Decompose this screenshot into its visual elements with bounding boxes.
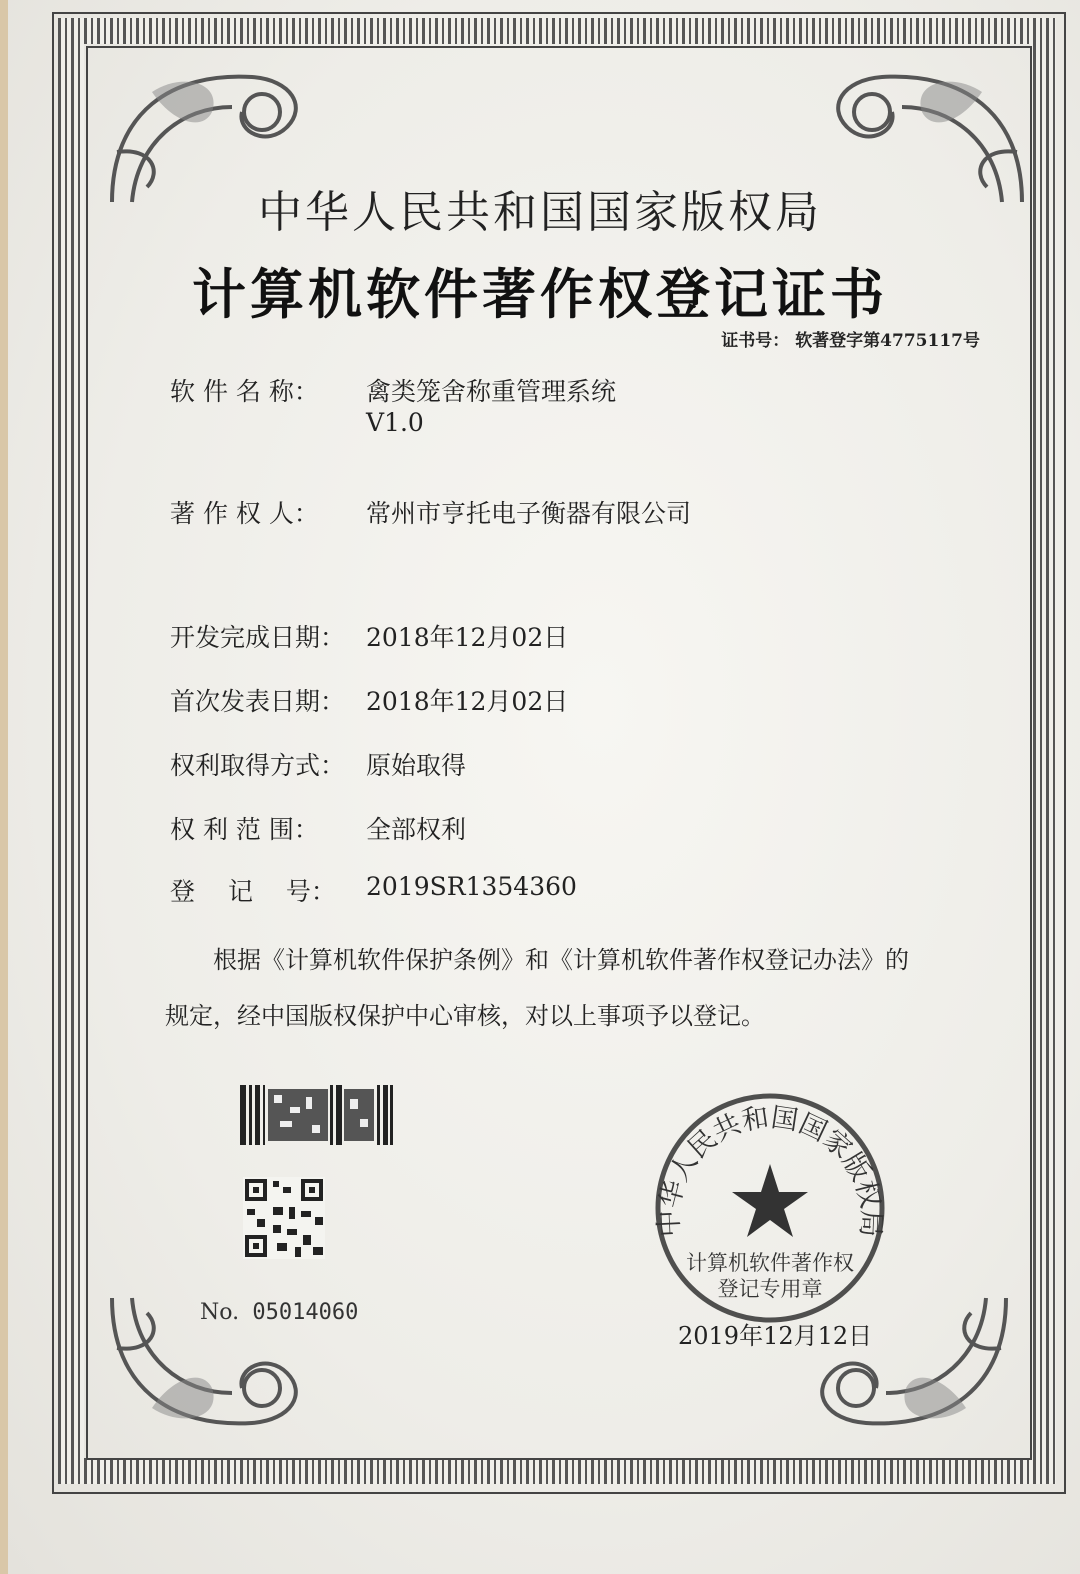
seal-star-icon bbox=[732, 1164, 808, 1237]
seal-date: 2019年12月12日 bbox=[678, 1322, 873, 1350]
field-label: 首次发表日期： bbox=[170, 687, 346, 716]
field-publication-date bbox=[170, 682, 568, 718]
field-value-version: V1.0 bbox=[366, 408, 424, 437]
seal-center-line-2: 登记专用章 bbox=[717, 1277, 823, 1301]
field-value: 2018年12月02日 bbox=[366, 623, 569, 652]
field-value: 常州市亨托电子衡器有限公司 bbox=[366, 499, 692, 528]
field-label: 开发完成日期： bbox=[170, 623, 346, 652]
field-copyright-owner bbox=[170, 494, 691, 530]
field-label: 登 记 号： bbox=[170, 877, 336, 906]
field-label: 权 利 范 围： bbox=[170, 815, 319, 844]
certificate-number-value: 软著登字第4775117号 bbox=[795, 331, 980, 351]
field-registration-number bbox=[170, 872, 577, 908]
field-label: 著 作 权 人： bbox=[170, 499, 319, 528]
certificate-title: 计算机软件著作权登记证书 bbox=[192, 262, 888, 326]
field-label: 权利取得方式： bbox=[170, 751, 346, 780]
certificate-number bbox=[721, 326, 980, 351]
qr-code-image bbox=[243, 1177, 325, 1259]
statement-line-2: 规定，经中国版权保护中心审核，对以上事项予以登记。 bbox=[165, 1002, 765, 1030]
statement-paragraph bbox=[165, 932, 995, 1044]
statement-line-1: 根据《计算机软件保护条例》和《计算机软件著作权登记办法》的 bbox=[213, 946, 909, 974]
official-seal bbox=[650, 1088, 890, 1328]
field-rights-scope bbox=[170, 810, 466, 846]
field-label: 软 件 名 称： bbox=[170, 377, 319, 406]
certificate-number-label: 证书号： bbox=[721, 331, 790, 351]
field-value: 2018年12月02日 bbox=[366, 687, 569, 716]
seal-ring-text: 中华人民共和国国家版权局 bbox=[653, 1102, 887, 1238]
serial-label: No. bbox=[200, 1300, 240, 1325]
field-value: 2019SR1354360 bbox=[366, 872, 577, 901]
field-acquisition-method bbox=[170, 746, 466, 782]
serial-value: 05014060 bbox=[252, 1300, 359, 1325]
barcode-image bbox=[240, 1085, 395, 1145]
serial-number bbox=[200, 1300, 358, 1325]
seal-center-line-1: 计算机软件著作权 bbox=[686, 1251, 854, 1275]
field-software-name bbox=[170, 372, 616, 437]
issuer-title: 中华人民共和国国家版权局 bbox=[258, 187, 822, 238]
field-completion-date bbox=[170, 618, 568, 654]
field-value: 原始取得 bbox=[366, 751, 467, 780]
field-value: 禽类笼舍称重管理系统 bbox=[366, 377, 617, 406]
field-value: 全部权利 bbox=[366, 815, 467, 844]
